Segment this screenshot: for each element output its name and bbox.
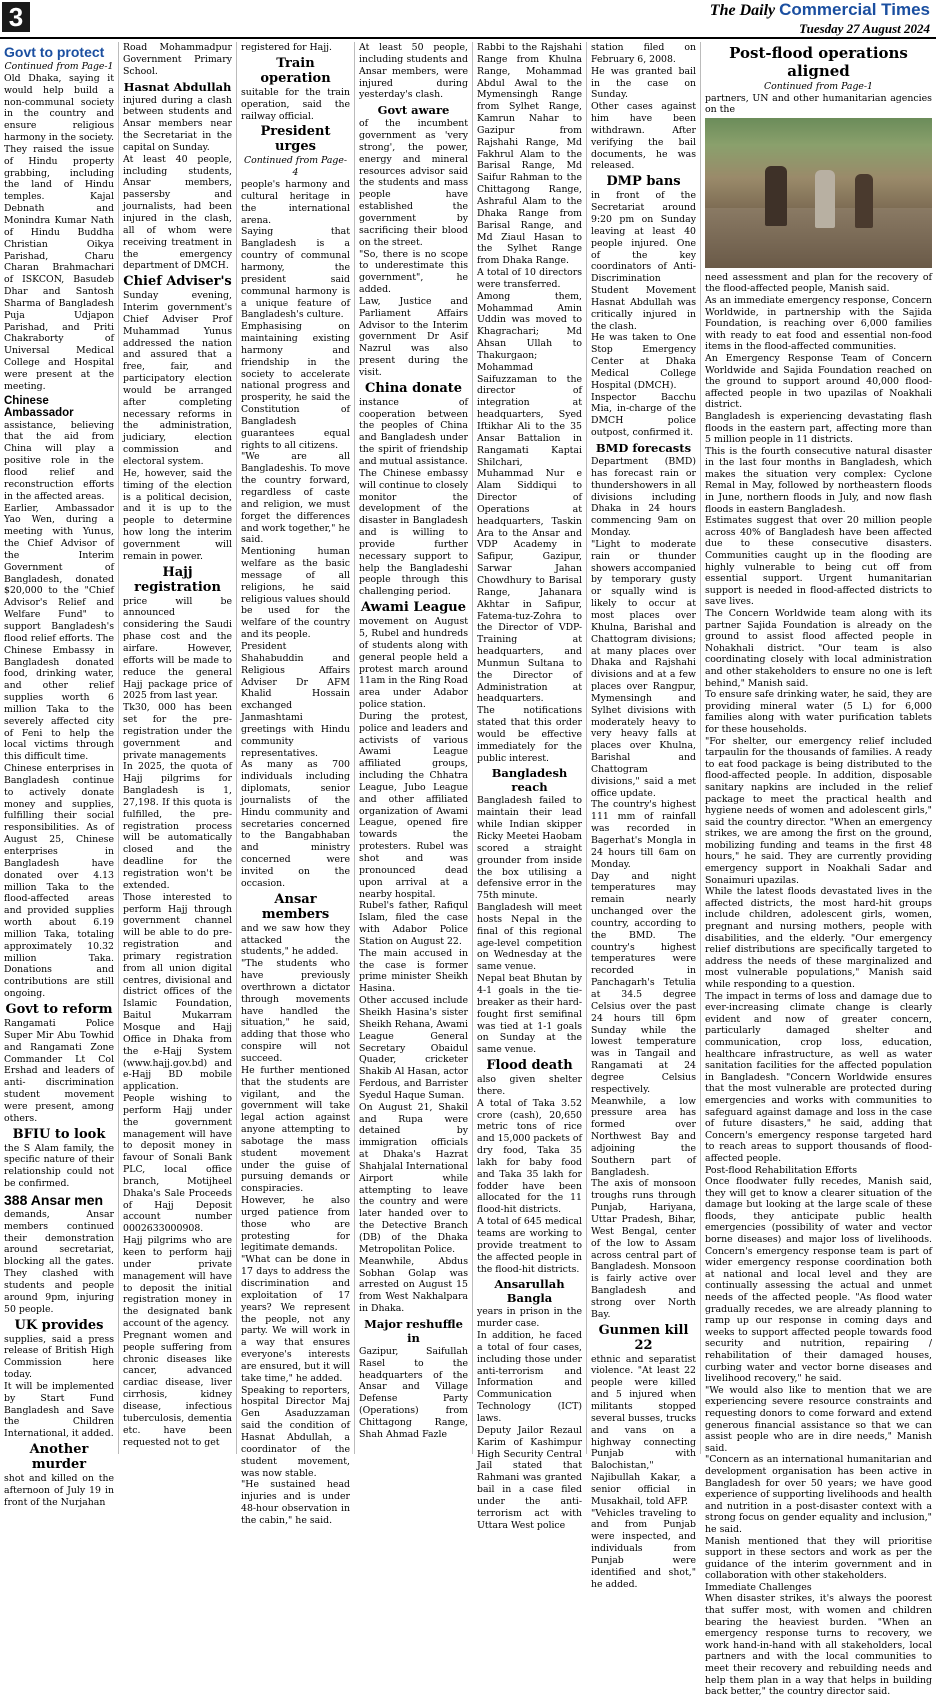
article-paragraph: This is the fourth consecutive natural disaster in the last four months in Bangladesh, which makes the situation very complex: Cyclone Remal in May, followed by northeastern floods in June, northern floods in July, and now flash floods in eastern Bangladesh. [705, 445, 932, 515]
article-paragraph: Day and night temperatures may remain nearly unchanged over the country, according to the BMD. The country's highest temperatures were recorded in Panchagarh's Tetulia at 34.5 degree Celsius over the past 24 hours till 6pm Sunday while the lowest temperature was in Tangail and Rangamati at 24 degree Celsius respectively. [591, 870, 696, 1095]
article-heading: UK provides [14, 1317, 104, 1333]
article-paragraph: Chinese enterprises in Bangladesh continue to actively donate money and supplies, fulfilling their social responsibilities. As of August 25, Chinese enterprises in Bangladesh have donated over 4.13 million Taka to the flood-affected areas and provided supplies worth about 6.19 million Taka, totaling approximately 10.32 million Taka. Donations and contributions are still ongoing. [4, 763, 114, 1000]
article-paragraph: In 2025, the quota of Hajj pilgrims for Bangladesh is 1, 27,198. If this quota is fulfilled, the pre-registration process will be automatically closed and the deadline for the registration won't be extended. [123, 761, 232, 891]
article-paragraph: Hajj pilgrims who are keen to perform hajj under private management will have to deposit the initial registration money in the designated bank account of the agency. [123, 1235, 232, 1330]
article-heading: Gunmen kill 22 [598, 1322, 689, 1353]
column-1 [0, 42, 118, 1508]
article-paragraph: "The students who have previously overthrown a dictator through movements have handled the situation," he said, adding that those who conspire will not succeed. [241, 958, 350, 1064]
article-heading: Chief Adviser's [123, 274, 232, 290]
wide-body [705, 272, 932, 1698]
article-paragraph: Nepal beat Bhutan by 4-1 goals in the tie-breaker as their hard-fought first semifinal was tied at 1-1 goals on Sunday at the same venue. [477, 973, 582, 1056]
article-paragraph: Rubel's father, Rafiqul Islam, filed the case with Adabor Police Station on August 22. [359, 900, 468, 947]
article-paragraph: On August 21, Shakil and Rupa were detained by immigration officials at Dhaka's Hazrat Shahjalal International Airport while attempting to leave the country and were later handed over to the Detective Branch (DB) of the Dhaka Metropolitan Police. [359, 1101, 468, 1255]
column-5 [472, 42, 586, 1531]
article-paragraph: Old Dhaka, saying it would help build a non-communal society in the country and ensure religious harmony in the society. They raised the issue of Hindu property grabbing, including the land of Hindu temples. Kajal Debnath and Monindra Kumar Nath of Hindu Buddha Christian Oikya Parishad, Charu Charan Brahmachari of ISKCON, Basudeb Dhar and Santosh Sharma of Bangladesh Puja Udjapon Parishad, and Priti Chakraborty of Universal Medical College and Hospital were present at the meeting. [4, 72, 114, 392]
article-paragraph: At least 50 people, including students and Ansar members, were injured during yesterday's clash. [359, 42, 468, 101]
article-paragraph: Pregnant women and people suffering from chronic diseases like cancer, advanced cardiac disease, liver cirrhosis, kidney disease, infectious tuberculosis, dementia etc. have been requested not to get [123, 1329, 232, 1448]
article-paragraph: Department (BMD) has forecast rain or thundershowers in all divisions including Dhaka in 24 hours commencing 9am on Monday. [591, 456, 696, 539]
masthead [710, 0, 930, 37]
article-paragraph: To ensure safe drinking water, he said, they are providing mineral water (5 L) for 6,000 families along with water purification tablets for these households. [705, 689, 932, 735]
page-number: 3 [2, 2, 30, 32]
article-paragraph: Inspector Bacchu Mia, in-charge of the DMCH police outpost, confirmed it. [591, 391, 696, 439]
continued-note: Continued from Page- 4 [243, 155, 348, 179]
article-columns [0, 42, 936, 1698]
article-paragraph: and we saw how they attacked the students," he added. [241, 922, 350, 958]
article-paragraph: The country's highest 111 mm of rainfall was recorded in Bagerhat's Mongla in 24 hours till 6am on Monday. [591, 799, 696, 870]
article-paragraph: Saying that Bangladesh is a country of communal harmony, the president said communal harmony is a unique feature of Bangladesh's culture. [241, 226, 350, 321]
article-paragraph: "He sustained head injuries and is under 48-hour observation in the cabin," he said. [241, 1479, 350, 1526]
article-paragraph: suitable for the train operation, said the railway official. [241, 86, 350, 122]
article-paragraph: demands, Ansar members continued their demonstration around secretariat, blocking all the gates. They clashed with students and people around 9pm, injuring 50 people. [4, 1208, 114, 1315]
masthead-title [710, 0, 930, 20]
article-paragraph: A total of 10 directors were transferred. [477, 267, 582, 290]
article-paragraph: When disaster strikes, it's always the poorest that suffer most, with women and children bearing the heaviest burden. "When an emergency response turns to recovery, we work hand-in-hand with all stakeholders, local partners and with the local communities to meet their recovery and rebuilding needs and help them plan in a way that helps in building back better," the country director said. [705, 1593, 932, 1698]
article-heading: Govt to protect [4, 44, 105, 60]
article-heading: Chinese Ambassador [4, 394, 74, 419]
article-paragraph: An Emergency Response Team of Concern Worldwide and Sajida Foundation reached on the ground to support around 40,000 flood-affected people in two upazilas of Noakhali district. [705, 352, 932, 411]
article-paragraph: Gazipur, Saifullah Rasel to the headquarters of the Ansar and Village Defense Party (Operations) from Chittagong Range, Shah Ahmad Fazle [359, 1345, 468, 1440]
article-paragraph: However, he also urged patience from those who are protesting for legitimate demands. [241, 1195, 350, 1254]
article-paragraph: "Vehicles traveling to and from Punjab were inspected, and individuals from Punjab were identified and shot," he added. [591, 1507, 696, 1590]
article-paragraph: Emphasising on maintaining existing harmony and friendship in the society to accelerate national progress and prosperity, he said the Constitution of Bangladesh guarantees equal rights to all citizens. [241, 321, 350, 451]
article-paragraph: In addition, he faced a total of four cases, including those under anti-terrorism and Information and Communication Technology (ICT) laws. [477, 1330, 582, 1424]
article-paragraph: the S Alam family, the specific nature of their relationship could not be confirmed. [4, 1142, 114, 1190]
column-2 [118, 42, 236, 1454]
article-paragraph: It will be implemented by Start Fund Bangladesh and Save the Children International, it added. [4, 1380, 114, 1440]
masthead-prefix: The Daily [709, 2, 776, 19]
article-paragraph: Deputy Jailor Rezaul Karim of Kashimpur High Security Central Jail stated that Rahmani was granted bail in a case filed under the anti-terrorism act with Uttara West police [477, 1424, 582, 1531]
article-paragraph: "What can be done in 17 days to address the discrimination and exploitation of 17 years? We represent the people, not any party. We will work in a way that ensures everyone's interests are ensured, but it will take time," he added. [241, 1254, 350, 1384]
article-heading: DMP bans [606, 174, 681, 190]
article-paragraph: At least 40 people, including students, Ansar members, passersby and journalists, had been injured in the clash, all of whom were receiving treatment in the emergency department of DMCH. [123, 153, 232, 272]
article-paragraph: "Concern as an international humanitarian and development organisation has been active in Bangladesh for over 50 years; we have good experience of supporting livelihoods and health and nutrition in a post-disaster context with a strong focus on gender equality and inclusion," he said. [705, 1454, 932, 1535]
article-paragraph: The Chinese embassy will continue to closely monitor the development of the disaster in Bangladesh and is willing to provide further necessary support to help the Bangladeshi people through this challenging period. [359, 467, 468, 598]
article-paragraph: Post-flood Rehabilitation Efforts [705, 1164, 858, 1176]
article-paragraph: The notifications stated that this order would be effective immediately for the public interest. [477, 705, 582, 764]
article-paragraph: assistance, believing that the aid from China will play a positive role in the flood relief and reconstruction efforts in the affected areas. [4, 419, 114, 502]
article-heading: Awami League [360, 600, 467, 616]
article-paragraph: ethnic and separatist violence. "At least 22 people were killed and 5 injured when militants stopped several busses, trucks and vans on a highway connecting Punjab with Balochistan," Najibullah Kakar, a senior official in Musakhail, told AFP. [591, 1353, 696, 1507]
column-wide [700, 42, 936, 1698]
article-heading: Ansarullah Bangla [494, 1277, 565, 1306]
masthead-brand: Commercial Times [779, 0, 930, 19]
article-paragraph: People wishing to perform Hajj under the government management will have to deposit money in favour of Sonali Bank PLC, local office branch, Motijheel Dhaka's Sale Proceeds of Hajj Deposit account number 0002633000908. [123, 1093, 232, 1235]
article-paragraph: Other cases against him have been withdrawn. After verifying the bail documents, he was released. [591, 101, 696, 172]
article-paragraph: price will be announced considering the Saudi phase cost and the airfare. However, efforts will be made to reduce the general Hajj package price of 2025 from last year. [123, 595, 232, 702]
article-paragraph: A total of 645 medical teams are working to provide treatment to the affected people in the flood-hit districts. [477, 1216, 582, 1275]
person-figure [815, 170, 835, 228]
article-heading: China donate [364, 380, 463, 396]
article-heading: Another murder [29, 1442, 89, 1473]
article-paragraph: injured during a clash between students and Ansar members near the Secretariat in the capital on Sunday. [123, 94, 232, 153]
person-figure [855, 174, 873, 228]
wide-continued: Continued from Page-1 [764, 81, 873, 92]
article-paragraph: shot and killed on the afternoon of July 19 in front of the Nurjahan [4, 1473, 114, 1508]
article-paragraph: The Concern Worldwide team along with its partner Sajida Foundation is already on the ground to assist flood affected people in Nohakhali district. "Our team is also coordinating closely with local administration and other stakeholders to ensure no one is left behind," Manish said. [705, 608, 932, 689]
article-paragraph: Manish mentioned that they will prioritise support in these sectors and work as per the guidance of the interim government and in collaboration with other stakeholders. [705, 1535, 932, 1582]
article-paragraph: The impact in terms of loss and damage due to ever-increasing climate change is clearly evident and now of greater concern, particularly damaged shelter and communication, crop loss, education, healthcare infrastructure, as well as water sanitation facilities for the affected population in Bangladesh. "Concern Worldwide ensures that the most vulnerable are protected during emergencies and works with communities to safeguard against damage and loss in the case of future disasters," he said, adding that Concern's emergency response targeted hard to reach areas to support thousands of flood-affected people. [705, 990, 932, 1164]
article-paragraph: He further mentioned that the students are vigilant, and the government will take legal action against anyone attempting to sabotage the mass student movement under the guise of pursuing demands or conspiracies. [241, 1064, 350, 1195]
article-paragraph: He, however, said the timing of the election is a political decision, and it is up to the people to determine how long the interim government will remain in power. [123, 467, 232, 562]
article-paragraph: Meanwhile, a low pressure area has formed over Northwest Bay and adjoining the Southern part of Bangladesh. [591, 1095, 696, 1178]
article-paragraph: Those interested to perform Hajj through government channel will be able to do pre-registration and primary registration from all union digital centres, divisional and district offices of the Islamic Foundation, Baitul Mukarram Mosque and Hajj Office in Dhaka from the e-Hajj System (www.hajj.gov.bd) and e-Hajj BD mobile application. [123, 891, 232, 1093]
article-heading: 388 Ansar men [4, 1191, 104, 1208]
article-heading: Govt to reform [5, 1001, 113, 1017]
article-paragraph: Other accused include Sheikh Hasina's sister Sheikh Rehana, Awami League General Secretary Obaidul Quader, cricketer Shakib Al Hasan, actor Ferdous, and Barrister Syedul Haque Suman. [359, 995, 469, 1101]
article-heading: Major reshuffle in [364, 1316, 463, 1345]
article-paragraph: "We would also like to mention that we are experiencing severe resource constraints and requesting donors to come forward and extend generous financial assistance so that we can assist people who are in dire needs," Manish said. [705, 1384, 932, 1454]
article-paragraph: of the incumbent government as 'very strong', the power, energy and mineral resources advisor said the students and mass people have established the government by sacrificing their blood on the street. [359, 118, 468, 248]
wide-heading: Post-flood operations aligned [729, 44, 908, 80]
article-paragraph: While the latest floods devastated lives in the affected districts, the most hard-hit groups include children, adolescent girls, women, pregnant and nursing mothers, people with disabilities, and the elderly. "Our emergency relief distributions are specifically targeted to address the needs of these marginalized and most vulnerable populations," Manish said while responding to a question. [705, 886, 932, 990]
article-paragraph: As an immediate emergency response, Concern Worldwide, in partnership with the Sajida Foundation, is reaching over 6,000 families with ready to eat food and essential non-food items in the flood-affected communities. [705, 294, 932, 353]
article-paragraph: Sunday evening, Interim government's Chief Adviser Prof Muhammad Yunus addressed the nation and assured that a free, fair, and participatory election would be arranged after completing necessary reforms in the administration, judiciary, election commission and electoral system. [123, 290, 232, 467]
article-heading: Train operation [260, 55, 331, 86]
article-paragraph: Law, Justice and Parliament Affairs Advisor to the Interim government Dr Asif Nazrul was also present during the visit. [359, 295, 468, 378]
article-paragraph: Once floodwater fully recedes, Manish said, they will get to know a clearer situation of the damage but looking at the large scale of these floods, they anticipate public health emergencies (possibility of water and vector borne diseases) and major loss of livelihoods. Concern's emergency response team is part of wider emergency response coordination both at national and local level and they are continually assessing the actual and unmet needs of the affected people. "As flood water gradually recedes, we are already planning to ramp up our response in coming days and weeks to support affected people towards food security and nutrition, repairing / rehabilitation of their damaged houses, curbing water and vector borne diseases and livelihood recovery," he said. [705, 1176, 932, 1385]
article-heading: President urges [260, 124, 331, 155]
article-paragraph: need assessment and plan for the recovery of the flood-affected people, Manish said. [705, 271, 932, 295]
article-paragraph: "So, there is no scope to underestimate this government", he added. [359, 248, 468, 296]
article-paragraph: Mentioning human welfare as the basic message of all religions, he said religious values should be used for the welfare of the country and its people. [241, 546, 350, 641]
article-heading: Flood death [486, 1058, 573, 1074]
article-paragraph: The axis of monsoon troughs runs through Punjab, Hariyana, Uttar Pradesh, Bihar, West Bengal, center of the low to Assam across central part of Bangladesh. Monsoon is fairly active over Bangladesh and strong over North Bay. [591, 1178, 696, 1320]
article-heading: Bangladesh reach [491, 766, 568, 795]
article-paragraph: Immediate Challenges [705, 1581, 812, 1593]
article-paragraph: years in prison in the murder case. [477, 1306, 582, 1330]
article-heading: Govt aware [377, 103, 450, 118]
header-rule [0, 37, 936, 39]
article-heading: Hajj registration [134, 564, 221, 595]
article-heading: Hasnat Abdullah [123, 79, 232, 94]
article-paragraph: Tk30, 000 has been set for the pre-registration under the government and private managements [123, 702, 232, 761]
article-paragraph: supplies, said a press release of British High Commission here today. [4, 1333, 114, 1381]
article-paragraph: also given shelter there. [477, 1074, 582, 1097]
article-paragraph: The main accused in the case is former prime minister Sheikh Hasina. [359, 947, 468, 995]
article-paragraph: Road Mohammadpur Government Primary School. [123, 42, 232, 77]
article-paragraph: He was taken to One Stop Emergency Center at Dhaka Medical College Hospital (DMCH). [591, 332, 696, 391]
column-3 [236, 42, 354, 1526]
article-paragraph: Earlier, Ambassador Yao Wen, during a meeting with Yunus, the Chief Advisor of the Interim Government of Bangladesh, donated $20,000 to the "Chief Advisor's Relief and Welfare Fund" to support Bangladesh's flood relief efforts. The Chinese Embassy in Bangladesh donated food, drinking water, and other relief supplies worth 6 million Taka to the severely affected city of Feni to help the local victims through this difficult time. [4, 502, 114, 763]
article-heading: BFIU to look [12, 1126, 106, 1142]
article-paragraph: people's harmony and cultural heritage in the international arena. [241, 179, 350, 226]
article-paragraph: He was granted bail in the case on Sunday. [591, 65, 696, 101]
article-paragraph: Among them, Mohammad Amin Uddin was moved to Khagrachari; Md Ahsan Ullah to Thakurgaon; Mohammad Saifuzzaman to the director of integration at headquarters, Syed Iftikhar Ali to the 35 Ansar Battalion in Rangamati Kaptai Shilchari, Muhammad Nur e Alam Siddiqui to Director of Operations at headquarters, Taskin Ara to the Ansar and VDP Academy in Safipur, Gazipur, Sarwar Jahan Chowdhury to Barisal Range, Jahanara Akhtar in Safipur, Fatema-tuz-Zohra to the Director of VDP-Training at headquarters, and Munmun Sultana to the Director of Administration at headquarters. [477, 290, 582, 705]
article-paragraph: Bangladesh will meet hosts Nepal in the final of this regional age-level competition on Wednesday at the same venue. [477, 902, 582, 973]
masthead-date: Tuesday 27 August 2024 [799, 21, 930, 36]
article-paragraph: President Shahabuddin and Religious Affairs Adviser Dr AFM Khalid Hossain exchanged Janmashtami greetings with Hindu community representatives. [241, 640, 350, 759]
person-figure [765, 166, 787, 226]
article-paragraph: "Light to moderate rain or thunder showers accompanied by temporary gusty or squally wind is likely to occur at most places over Khulna, Barishal and Chattogram divisions; at many places over Dhaka and Rajshahi divisions and at a few places over Rangpur, Mymensingh and Sylhet divisions with moderately heavy to very heavy falls at places over Khulna, Barishal and Chattogram divisions," said a met office update. [591, 538, 696, 799]
article-paragraph: in front of the Secretariat around 9:20 pm on Sunday leaving at least 40 people injured. One of the key coordinators of Anti-Discrimination Student Movement Hasnat Abdullah was critically injured in the clash. [591, 190, 696, 332]
article-paragraph: Estimates suggest that over 20 million people across 40% of Bangladesh have been affected due to these consecutive disasters. Communities caught up in the flooding are highly vulnerable to being cut off from essential support. Urgent humanitarian support is needed in flood-affected districts to save lives. [705, 515, 932, 608]
article-paragraph: registered for Hajj. [241, 42, 332, 53]
article-paragraph: Bangladesh is experiencing devastating flash floods in the eastern part, affecting more than 5 million people in 11 districts. [705, 410, 932, 446]
article-paragraph: "For shelter, our emergency relief included tarpaulin for the thousands of families. A ready to eat food package is being distributed to the flood-affected people. In addition, disposable sanitary napkins are included in the relief package to meet the practical health and hygiene needs of women and adolescent girls," said the country director. "When an emergency strikes, we are among the first on the ground, mobilizing funding and teams in the first 48 hours," he said. They are currently providing emergency support in Noakhali Sadar and Sonaimuri upazilas. [705, 735, 932, 886]
article-paragraph: Rabbi to the Rajshahi Range from Khulna Range, Mohammad Abdul Awal to the Mymensingh Range from Sylhet Range, Kamrun Nahar to Gazipur from Rajshahi Range, Md Fakhrul Alam to the Barisal Range, Md Saifur Rahman to the Chittagong Range, Ashraful Alam to the Dhaka Range from Barisal Range, and Md Ziaul Hasan to the Sylhet Range from Dhaka Range. [477, 42, 582, 267]
column-6 [586, 42, 700, 1590]
article-paragraph: Meanwhile, Abdus Sobhan Golap was arrested on August 15 from West Nakhalpara in Dhaka. [359, 1255, 468, 1315]
article-heading: BMD forecasts [595, 441, 692, 455]
flood-photo [705, 118, 932, 268]
article-paragraph: Rangamati Police Super Mir Abu Towhid and Rangamati Zone Commander Lt Col Ershad and leaders of anti- discrimination student movement were present, among others. [4, 1017, 114, 1124]
article-paragraph: Speaking to reporters, hospital Director Maj Gen Asaduzzaman said the condition of Hasnat Abdullah, a coordinator of the student movement, was now stable. [241, 1384, 350, 1479]
continued-note: Continued from Page-1 [4, 61, 114, 72]
article-paragraph: station filed on February 6, 2008. [591, 42, 696, 65]
article-paragraph: Bangladesh failed to maintain their lead while Indian skipper Ricky Meetei Haobam scored a straight grounder from inside the box utilising a defensive error in the 75th minute. [477, 795, 582, 902]
column-4 [354, 42, 472, 1454]
wide-lead: partners, UN and other humanitarian agencies on the [705, 92, 932, 116]
article-paragraph: movement on August 5, Rubel and hundreds of students along with general people held a protest march around 11am in the Ring Road area under Adabor police station. [359, 616, 468, 711]
article-paragraph: "We are all Bangladeshis. To move the country forward, regardless of caste and religion, we must forget the differences and work together," he said. [241, 451, 350, 546]
article-paragraph: As many as 700 individuals including diplomats, senior journalists of the Hindu community and secretaries concerned to the Bangabhaban and ministry concerned were invited on the occasion. [241, 759, 350, 889]
article-paragraph: During the protest, police and leaders and activists of various Awami League affiliated groups, including the Chhatra League, Jubo League and other affiliated organization of Awami League, opened fire towards the protesters. Rubel was shot and was pronounced dead upon arrival at a nearby hospital. [359, 710, 468, 900]
article-heading: Ansar members [261, 891, 330, 922]
article-paragraph: instance of cooperation between the peoples of China and Bangladesh under the spirit of friendship and mutual assistance. [359, 396, 468, 467]
article-paragraph: A total of Taka 3.52 crore (cash), 20,650 metric tons of rice and 15,000 packets of dry food, Taka 35 lakh for baby food and Taka 35 lakh for fodder have been allocated for the 11 flood-hit districts. [477, 1097, 582, 1216]
